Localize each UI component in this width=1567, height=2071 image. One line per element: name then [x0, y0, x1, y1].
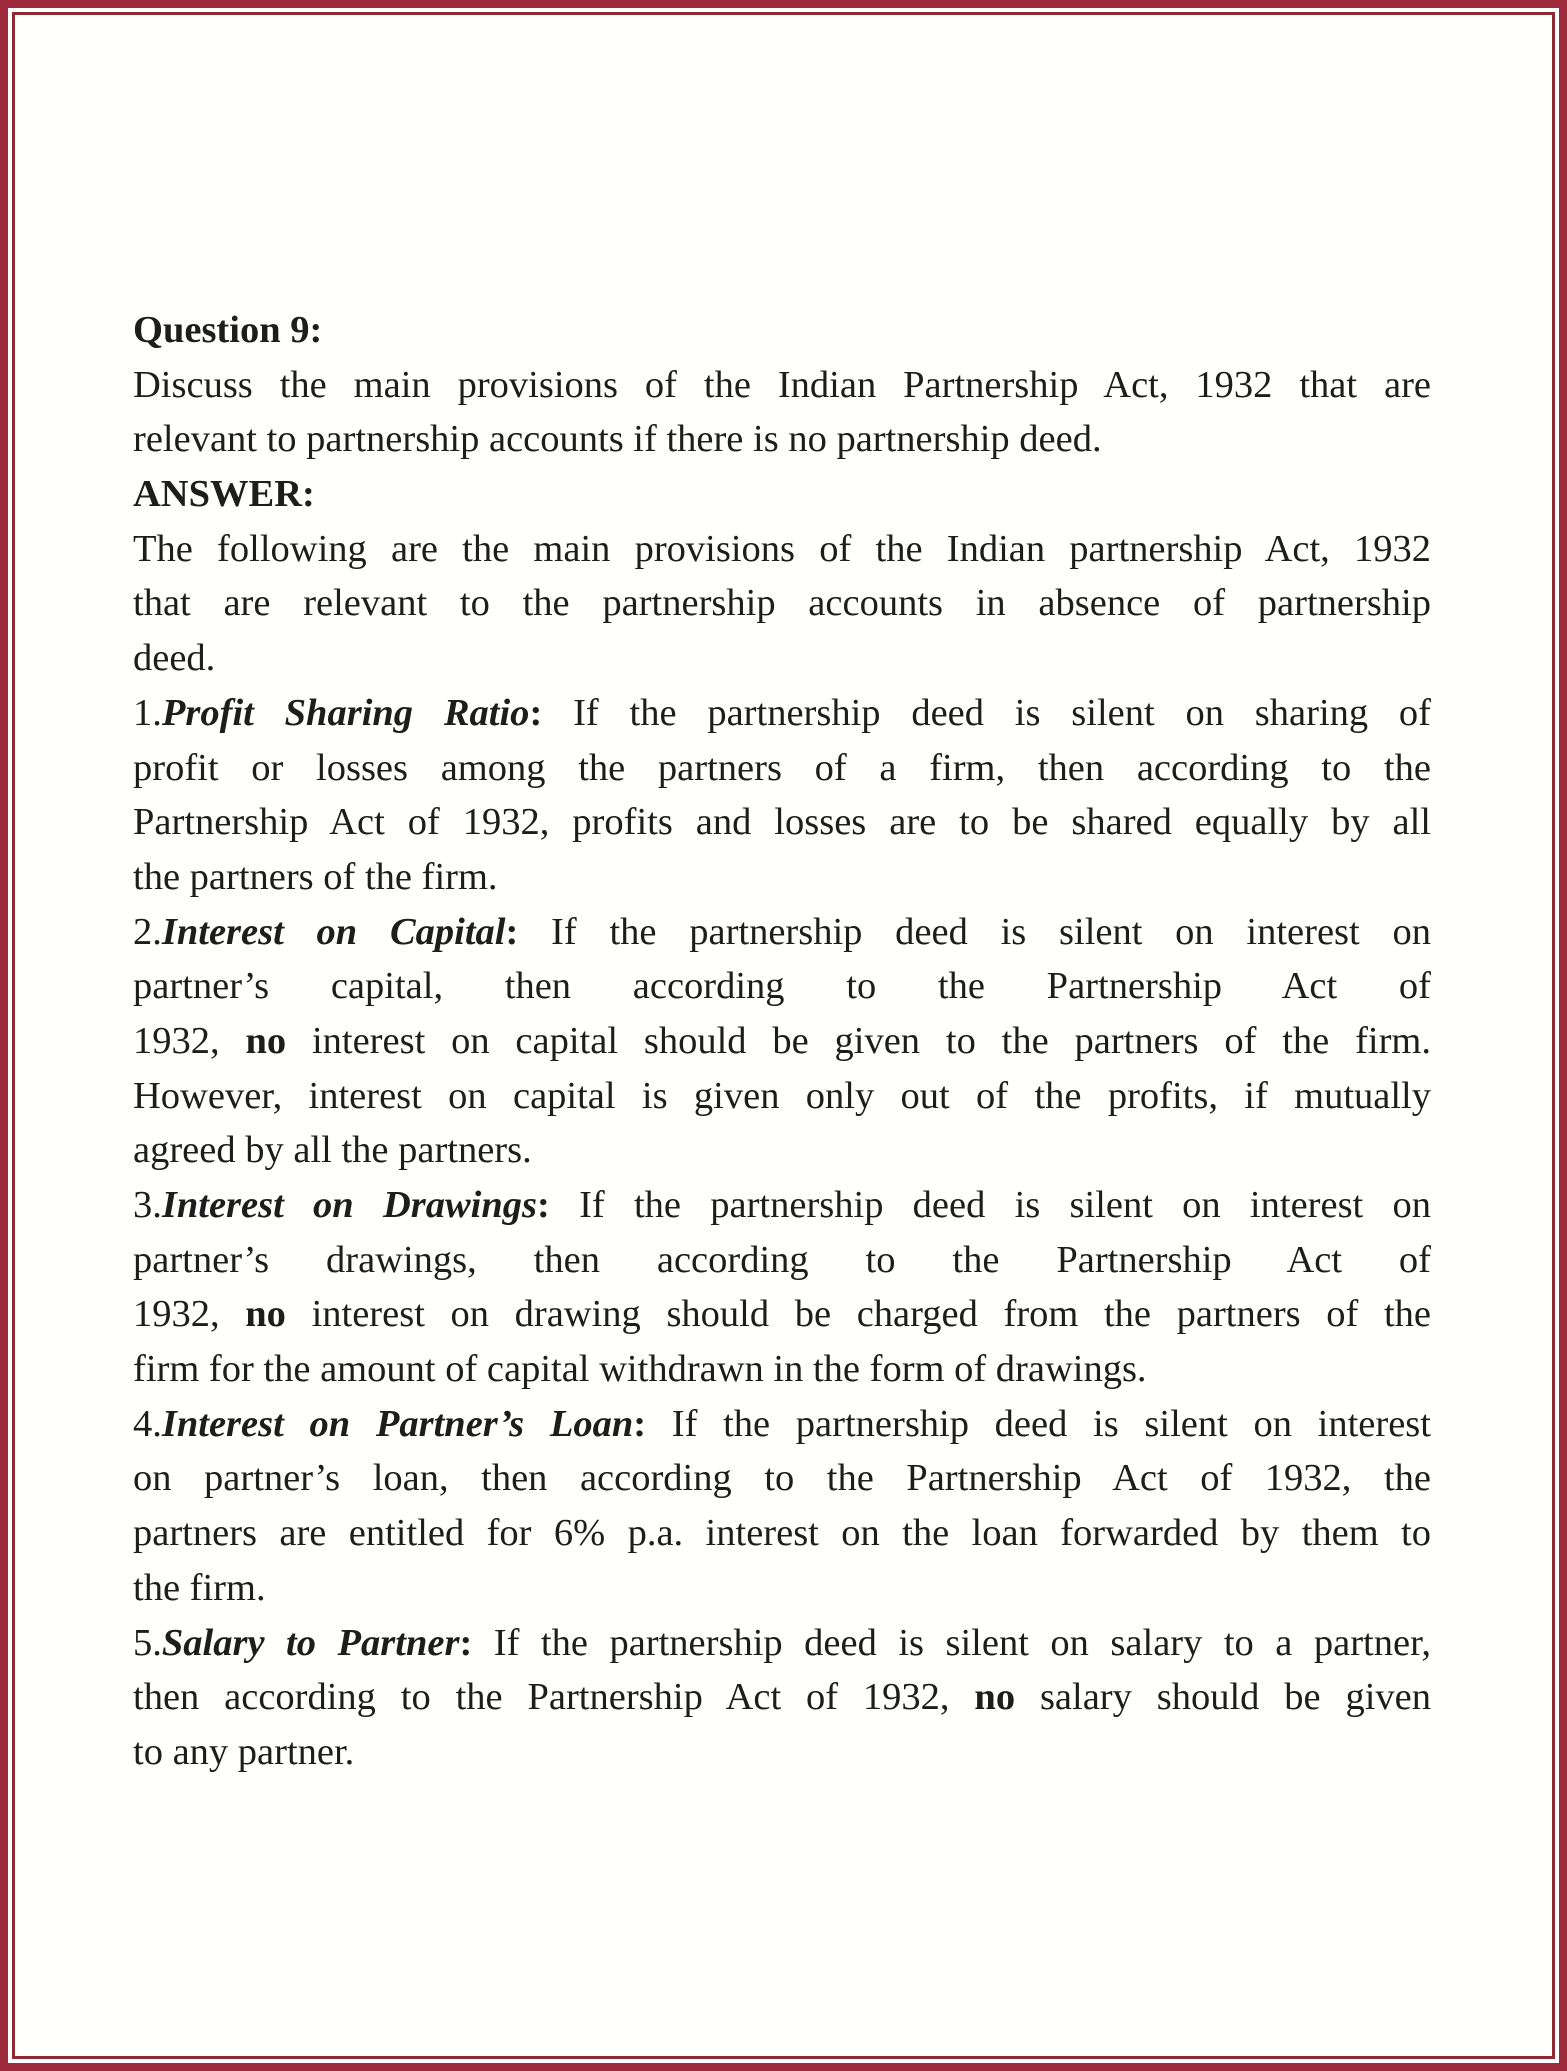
text-line [133, 1178, 1431, 1233]
body-text: 1932, [133, 1293, 246, 1336]
body-text: to any partner. [133, 1730, 355, 1773]
text-line [133, 631, 1431, 686]
body-text: 5. [133, 1621, 162, 1664]
body-text: interest on capital should be given to the partners of the firm. [286, 1019, 1432, 1062]
text-line [133, 1506, 1431, 1561]
text-line [133, 467, 1431, 522]
provision-interest-on-partners-loan [133, 1397, 1431, 1616]
bold-text: no [245, 1293, 286, 1336]
text-line [133, 576, 1431, 631]
provision-title: Salary to Partner [161, 1621, 460, 1664]
body-text: 2. [133, 910, 162, 953]
question-text [133, 358, 1431, 467]
provision-interest-on-capital [133, 905, 1431, 1178]
provision-interest-on-drawings [133, 1178, 1431, 1397]
bold-text: : [459, 1621, 473, 1664]
text-line [133, 1342, 1431, 1397]
text-line [133, 1397, 1431, 1452]
text-line [133, 522, 1431, 577]
body-text: If the partnership deed is silent on interest on [549, 1184, 1431, 1226]
text-line [133, 1069, 1431, 1124]
text-line [133, 741, 1431, 796]
text-line [133, 1233, 1431, 1288]
text-line [133, 795, 1431, 850]
body-text: relevant to partnership accounts if there is no partnership deed. [133, 418, 1102, 461]
body-text: agreed by all the partners. [133, 1129, 532, 1172]
text-line [133, 412, 1431, 467]
body-text: 1. [133, 691, 162, 734]
text-line [133, 1616, 1431, 1671]
body-text: 1932, [133, 1019, 246, 1062]
bold-text: no [245, 1019, 287, 1062]
text-line [133, 850, 1431, 905]
body-text: partner’s capital, then according to the Partnership Act of [133, 965, 1431, 1008]
bold-text: no [974, 1676, 1016, 1719]
provision-salary-to-partner [133, 1616, 1431, 1780]
provision-title: Interest on Drawings [161, 1184, 538, 1226]
text-line [133, 1561, 1431, 1616]
provision-title: Interest on Partner’s Loan [161, 1402, 634, 1445]
body-text: If the partnership deed is silent on interest [646, 1402, 1431, 1445]
provision-title: Profit Sharing Ratio [161, 691, 530, 734]
text-line [133, 358, 1431, 413]
answer-heading [133, 467, 1431, 522]
bold-text: : [537, 1184, 550, 1226]
provision-profit-sharing-ratio [133, 686, 1431, 905]
body-text: profit or losses among the partners of a firm, then according to the [133, 746, 1431, 789]
body-text: If the partnership deed is silent on interest on [518, 910, 1431, 953]
body-text: Partnership Act of 1932, profits and losses are to be shared equally by all [133, 801, 1431, 844]
text-line [133, 959, 1431, 1014]
body-text: If the partnership deed is silent on sharing of [542, 691, 1432, 734]
body-text: salary should be given [1015, 1676, 1431, 1719]
bold-text: : [633, 1402, 647, 1445]
text-line [133, 1123, 1431, 1178]
text-line [133, 303, 1431, 358]
body-text: Discuss the main provisions of the Indian Partnership Act, 1932 that are [133, 363, 1431, 406]
question-heading [133, 303, 1431, 358]
body-text: the partners of the firm. [133, 855, 498, 898]
body-text: the firm. [133, 1566, 266, 1609]
body-text: that are relevant to the partnership accounts in absence of partnership [133, 582, 1431, 625]
text-line [133, 1670, 1431, 1725]
text-line [133, 1725, 1431, 1780]
text-line [133, 905, 1431, 960]
body-text: partners are entitled for 6% p.a. interest on the loan forwarded by them to [133, 1512, 1431, 1555]
body-text: 3. [133, 1184, 162, 1226]
answer-intro [133, 522, 1431, 686]
text-line [133, 1014, 1431, 1069]
body-text: If the partnership deed is silent on salary to a partner, [472, 1621, 1431, 1664]
bold-text: : [529, 691, 543, 734]
body-text: on partner’s loan, then according to the Partnership Act of 1932, the [133, 1457, 1431, 1500]
text-line [133, 1287, 1431, 1342]
body-text: firm for the amount of capital withdrawn in the form of drawings. [133, 1348, 1147, 1391]
text-line [133, 1451, 1431, 1506]
body-text: partner’s drawings, then according to the Partnership Act of [133, 1238, 1431, 1281]
body-text: deed. [133, 637, 216, 680]
body-text: The following are the main provisions of the Indian partnership Act, 1932 [133, 527, 1431, 570]
document-body [133, 303, 1431, 1780]
provision-title: Interest on Capital [161, 910, 506, 953]
body-text: then according to the Partnership Act of 1932, [133, 1676, 975, 1719]
body-text: 4. [133, 1402, 162, 1445]
bold-text: Question 9: [133, 309, 323, 351]
body-text: interest on drawing should be charged from the partners of the [285, 1293, 1431, 1336]
bold-text: : [505, 910, 519, 953]
body-text: However, interest on capital is given only out of the profits, if mutually [133, 1074, 1431, 1117]
bold-text: ANSWER: [133, 473, 315, 516]
text-line [133, 686, 1431, 741]
